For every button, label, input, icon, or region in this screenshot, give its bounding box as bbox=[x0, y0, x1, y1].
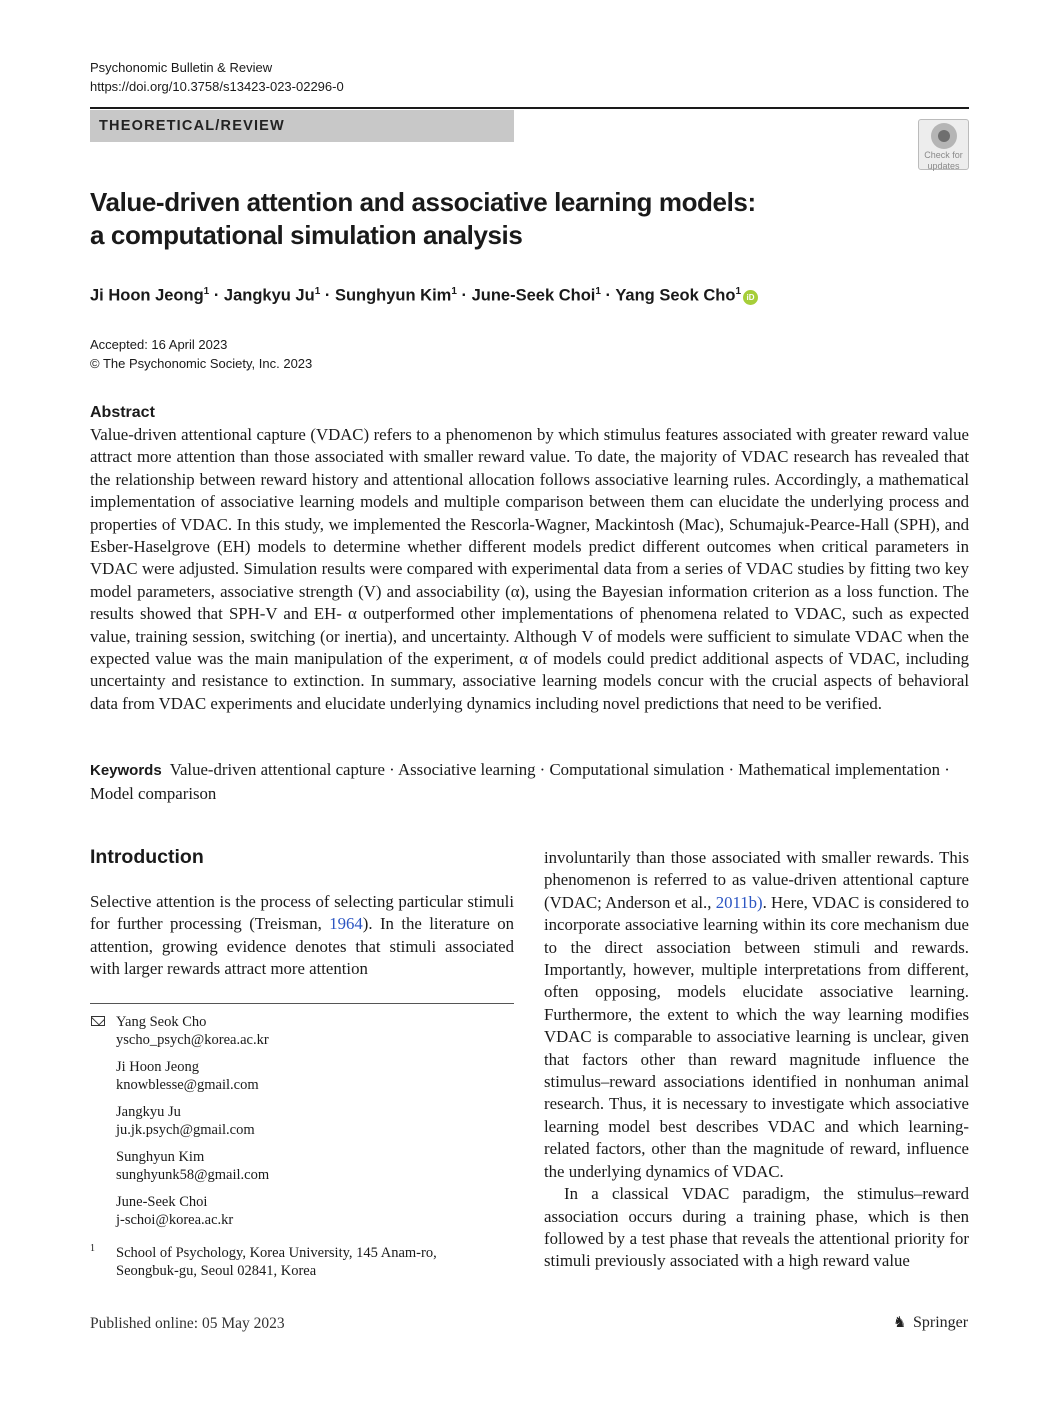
paragraph-text: . Here, VDAC is considered to incorporate associative learning within its core mechanism due to the direct association between stimuli and rewards. Importantly, however, multiple interpretations from different, often opposing, models elucidate associative learning. Furthermore, the extent to which the way learning modifies VDAC is comparable to associative learning is unclear, given that factors other than reward magnitude influence the stimulus–reward associations identified in nonhuman animal research. Thus, it is necessary to investigate which associative learning model best describes VDAC and which learning-related factors, other than the magnitude of reward, influence the underlying dynamics of VDAC. bbox=[544, 892, 969, 1181]
check-updates-icon bbox=[931, 123, 957, 149]
contact-name: Yang Seok Cho bbox=[116, 1014, 207, 1030]
author-separator: · bbox=[320, 286, 335, 305]
author-separator: · bbox=[600, 286, 616, 305]
keywords-label: Keywords bbox=[90, 762, 162, 779]
header-rule bbox=[90, 107, 969, 109]
author-contacts bbox=[90, 1013, 514, 1238]
introduction-paragraph: In a classical VDAC paradigm, the stimulus–reward association occurs during a training phase, which is then followed by a test phase that reveals the attentional priority for stimuli previously associated with a high reward value bbox=[544, 1184, 969, 1271]
author-name: June-Seek Choi bbox=[471, 286, 596, 305]
contact-entry bbox=[90, 1193, 514, 1229]
abstract-heading: Abstract bbox=[90, 404, 155, 421]
copyright-notice: © The Psychonomic Society, Inc. 2023 bbox=[90, 356, 313, 371]
introduction-heading: Introduction bbox=[90, 846, 204, 868]
paragraph-text: ). In the literature on attention, growing evidence denotes that stimuli associated with larger rewards attract more attention bbox=[90, 914, 515, 979]
footnote-rule bbox=[90, 1003, 514, 1004]
contact-entry bbox=[90, 1103, 514, 1139]
journal-name: Psychonomic Bulletin & Review bbox=[90, 60, 273, 75]
citation-link[interactable]: 1964 bbox=[329, 914, 363, 934]
author-name: Yang Seok Cho bbox=[615, 286, 736, 305]
author-affiliation-mark: 1 bbox=[203, 286, 210, 297]
abstract-text: Value-driven attentional capture (VDAC) refers to a phenomenon by which stimulus features associated with greater reward value attract more attention than those associated with smaller reward value. To date, the majority of VDAC research has revealed that the relationship between reward history and attentional allocation follows associative learning rules. Accordingly, a mathematical implementation of associative learning models and multiple comparison between them can elucidate the underlying process and properties of VDAC. In this study, we implemented the Rescorla-Wagner, Mackintosh (Mac), Schumajuk-Pearce-Hall (SPH), and Esber-Haselgrove (EH) models to determine whether different models predict different outcomes when critical parameters in VDAC were adjusted. Simulation results were compared with experimental data from a series of VDAC studies by fitting two key model parameters, associative strength (V) and associability (α), using the Bayesian information criterion as a loss function. The results showed that SPH-V and EH- α outperformed other implementations of phenomena related to VDAC, such as expected value, training session, switching (or inertia), and uncertainty. Although V of models were sufficient to simulate VDAC when the expected value was the main manipulation of the experiment, α of models could predict additional aspects of VDAC, including uncertainty and resistance to extinction. In summary, associative learning models concur with the crucial aspects of behavioral data from VDAC experiments and elucidate underlying dynamics including novel predictions that need to be verified. bbox=[90, 425, 969, 713]
contact-email[interactable]: knowblesse@gmail.com bbox=[116, 1077, 259, 1093]
contact-entry bbox=[90, 1058, 514, 1094]
contact-name: Jangkyu Ju bbox=[116, 1104, 181, 1120]
contact-email[interactable]: j-schoi@korea.ac.kr bbox=[116, 1212, 234, 1228]
author-separator: · bbox=[209, 286, 224, 305]
orcid-icon[interactable]: iD bbox=[743, 290, 758, 305]
author-separator: · bbox=[456, 286, 472, 305]
contact-name: Ji Hoon Jeong bbox=[116, 1059, 199, 1075]
published-date: Published online: 05 May 2023 bbox=[90, 1315, 285, 1332]
keywords-text: Value-driven attentional capture · Associative learning · Computational simulation · Mathematical implementation · Model comparison bbox=[90, 760, 950, 803]
affiliation-line-2: Seongbuk-gu, Seoul 02841, Korea bbox=[116, 1263, 317, 1279]
author-affiliation-mark: 1 bbox=[595, 286, 601, 297]
doi-link[interactable]: https://doi.org/10.3758/s13423-023-02296-0 bbox=[90, 79, 344, 94]
article-title bbox=[90, 186, 950, 252]
title-line-1: Value-driven attention and associative learning models: bbox=[90, 187, 756, 217]
introduction-paragraph bbox=[544, 847, 969, 1183]
paragraph-text: involuntarily than those associated with smaller rewards. This phenomenon is referred to as value-driven attentional capture (VDAC; Anderson et al., bbox=[544, 848, 969, 912]
author-affiliation-mark: 1 bbox=[314, 286, 321, 297]
author-name: Jangkyu Ju bbox=[223, 286, 315, 305]
check-for-updates-button[interactable] bbox=[918, 119, 969, 170]
contact-name: June-Seek Choi bbox=[116, 1194, 208, 1210]
envelope-icon bbox=[91, 1016, 105, 1026]
author-affiliation-mark: 1 bbox=[735, 286, 741, 297]
introduction-right-column bbox=[544, 847, 969, 1273]
author-name: Ji Hoon Jeong bbox=[90, 286, 204, 305]
journal-header bbox=[90, 58, 344, 96]
keywords-block bbox=[90, 758, 969, 805]
title-line-2: a computational simulation analysis bbox=[90, 220, 523, 250]
contact-email[interactable]: ju.jk.psych@gmail.com bbox=[116, 1122, 255, 1138]
publisher-name: Springer bbox=[913, 1314, 969, 1331]
contact-name: Sunghyun Kim bbox=[116, 1149, 205, 1165]
contact-entry bbox=[90, 1148, 514, 1184]
check-updates-label-1: Check for bbox=[924, 150, 963, 160]
affiliation-footnote bbox=[90, 1244, 514, 1280]
author-list bbox=[90, 281, 970, 307]
contact-entry bbox=[90, 1013, 514, 1049]
check-updates-label-2: updates bbox=[927, 161, 960, 171]
affiliation-line-1: School of Psychology, Korea University, 145 Anam-ro, bbox=[116, 1245, 437, 1261]
affiliation-number: 1 bbox=[90, 1243, 95, 1254]
introduction-paragraph bbox=[90, 891, 514, 981]
contact-email[interactable]: yscho_psych@korea.ac.kr bbox=[116, 1032, 269, 1048]
author-affiliation-mark: 1 bbox=[451, 286, 457, 297]
publisher-logo bbox=[893, 1313, 968, 1333]
category-banner: THEORETICAL/REVIEW bbox=[90, 110, 514, 142]
accepted-date: Accepted: 16 April 2023 bbox=[90, 337, 228, 352]
citation-link[interactable]: 2011b) bbox=[715, 892, 763, 912]
paragraph-text: Selective attention is the process of selecting particular stimuli for further processing (Treisman, bbox=[90, 892, 514, 934]
springer-horse-icon: ♞ bbox=[893, 1315, 907, 1331]
author-name: Sunghyun Kim bbox=[334, 286, 452, 305]
article-dates bbox=[90, 335, 312, 373]
contact-email[interactable]: sunghyunk58@gmail.com bbox=[116, 1167, 270, 1183]
introduction-left-column bbox=[90, 891, 514, 981]
